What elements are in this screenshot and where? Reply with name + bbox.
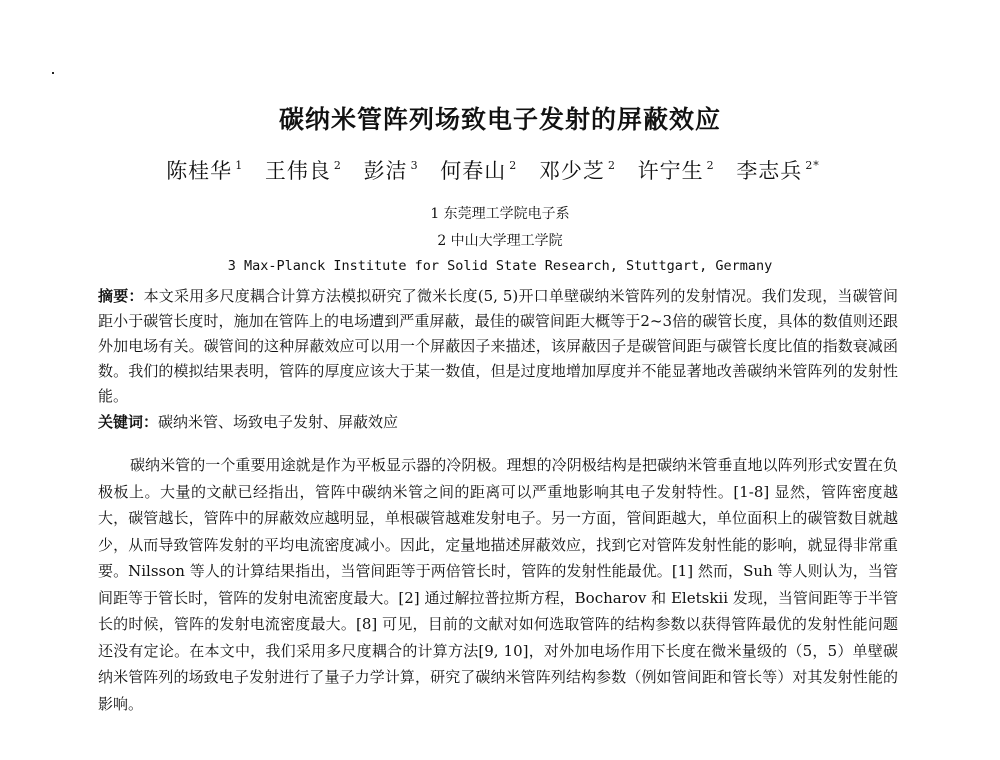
author-name: 陈桂华 xyxy=(166,159,233,183)
author-aff-mark: 2 xyxy=(509,159,518,172)
abstract xyxy=(98,284,898,409)
author-name: 邓少芝 xyxy=(538,159,605,183)
affiliation-2: 2 中山大学理工学院 xyxy=(437,233,563,249)
scan-speck xyxy=(52,72,54,74)
author xyxy=(364,159,419,183)
author-name: 王伟良 xyxy=(264,159,331,183)
paper-title: 碳纳米管阵列场致电子发射的屏蔽效应 xyxy=(278,105,721,134)
author-aff-mark: 1 xyxy=(235,159,244,172)
author-aff-mark: 3 xyxy=(410,159,419,172)
author xyxy=(440,159,517,183)
author-aff-mark: 2* xyxy=(805,159,820,172)
affiliation-1: 1 东莞理工学院电子系 xyxy=(430,206,570,222)
author-name: 许宁生 xyxy=(637,159,704,183)
body-paragraph: 碳纳米管的一个重要用途就是作为平板显示器的冷阴极。理想的冷阴极结构是把碳纳米管垂直地以阵列形式安置在负极板上。大量的文献已经指出，管阵中碳纳米管之间的距离可以严重地影响其电子发射特性。[1-8] 显然，管阵密度越大，碳管越长，管阵中的屏蔽效应越明显，单根碳管越难发射电子。另一方面，管间距越大，单位面积上的碳管数目就越少，从而导致管阵发射的平均电流密度减小。因此，定量地描述屏蔽效应，找到它对管阵发射性能的影响，就显得非常重要。Nilsson 等人的计算结果指出，当管间距等于两倍管长时，管阵的发射性能最优。[1] 然而，Suh 等人则认为，当管间距等于管长时，管阵的发射电流密度最大。[2] 通过解拉普拉斯方程，Bocharov 和 Eletskii 发现，当管间距等于半管长的时候，管阵的发射电流密度最大。[8] 可见，目前的文献对如何选取管阵的结构参数以获得管阵最优的发射性能问题还没有定论。在本文中，我们采用多尺度耦合的计算方法[9, 10]，对外加电场作用下长度在微米量级的（5，5）单壁碳纳米管阵列的场致电子发射进行了量子力学计算，研究了碳纳米管阵列结构参数（例如管间距和管长等）对其发射性能的影响。 xyxy=(98,456,898,713)
author-name: 彭洁 xyxy=(363,159,408,183)
author xyxy=(539,159,616,183)
author xyxy=(736,159,820,183)
keywords xyxy=(98,410,898,435)
author xyxy=(638,159,715,183)
keywords-text: 碳纳米管、场致电子发射、屏蔽效应 xyxy=(158,413,399,431)
keywords-label: 关键词： xyxy=(98,413,159,431)
author-name: 何春山 xyxy=(440,159,507,183)
abstract-label: 摘要： xyxy=(98,287,144,305)
author xyxy=(265,159,342,183)
author xyxy=(166,159,243,183)
affiliation-3: 3 Max-Planck Institute for Solid State Research, Stuttgart, Germany xyxy=(227,258,773,274)
abstract-text: 本文采用多尺度耦合计算方法模拟研究了微米长度(5, 5)开口单壁碳纳米管阵列的发射情况。我们发现，当碳管间距小于碳管长度时，施加在管阵上的电场遭到严重屏蔽，最佳的碳管间距大概等于2~3倍的碳管长度，具体的数值则还跟外加电场有关。碳管间的这种屏蔽效应可以用一个屏蔽因子来描述，该屏蔽因子是碳管间距与碳管长度比值的指数衰减函数。我们的模拟结果表明，管阵的厚度应该大于某一数值，但是过度地增加厚度并不能显著地改善碳纳米管阵列的发射性能。 xyxy=(98,287,898,405)
author-name: 李志兵 xyxy=(736,159,803,183)
author-list xyxy=(0,155,1000,185)
author-aff-mark: 2 xyxy=(333,159,342,172)
author-aff-mark: 2 xyxy=(706,159,715,172)
author-aff-mark: 2 xyxy=(607,159,616,172)
